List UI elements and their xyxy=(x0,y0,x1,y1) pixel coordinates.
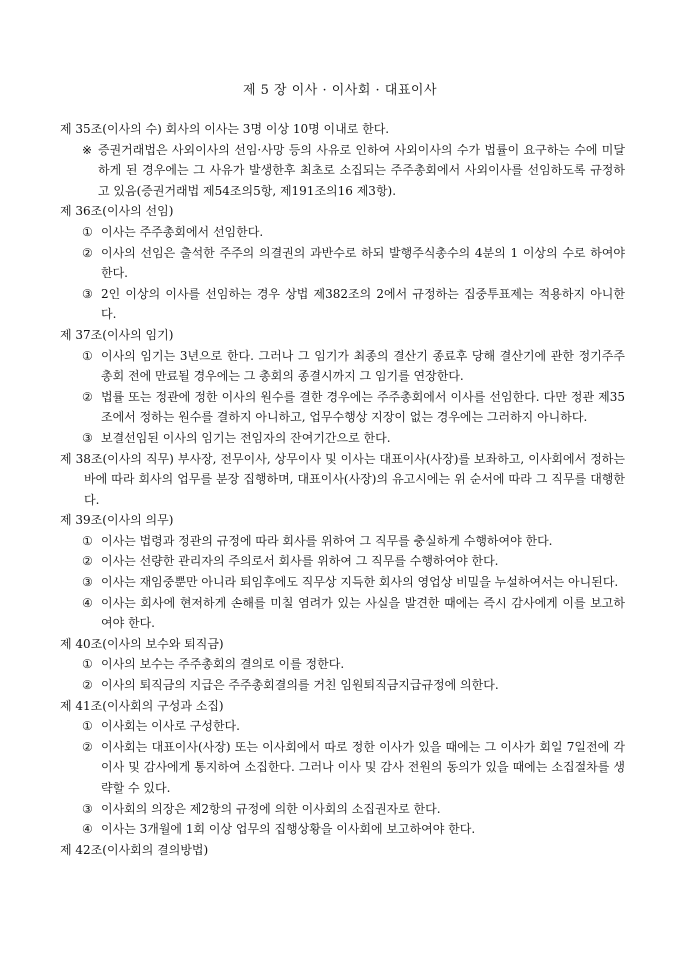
clause-item xyxy=(60,675,625,696)
clause-item xyxy=(60,551,625,572)
article-paragraph: 제 38조(이사의 직무) 부사장, 전무이사, 상무이사 및 이사는 대표이사(사장)를 보좌하고, 이사회에서 정하는 바에 따라 회사의 업무를 분장 집행하며, 대표이사(사장)의 유고시에는 위 순서에 따라 그 직무를 대행한다. xyxy=(60,451,625,507)
article-paragraph: 제 40조(이사의 보수와 퇴직금) xyxy=(60,636,224,651)
article-paragraph: 제 39조(이사의 의무) xyxy=(60,513,174,528)
article-paragraph: 제 36조(이사의 선임) xyxy=(60,204,174,219)
clause-text: 이사회는 대표이사(사장) 또는 이사회에서 따로 정한 이사가 있을 때에는 그 이사가 회일 7일전에 각 이사 및 감사에게 통지하여 소집한다. 그러나 이사 및 감사 전원의 동의가 있을 때에는 소집절차를 생략할 수 있다. xyxy=(101,739,625,795)
clause-number: ② xyxy=(82,389,93,404)
clause-item xyxy=(60,531,625,552)
clause-number: ④ xyxy=(82,822,93,837)
clause-number: ① xyxy=(82,533,93,548)
clause-item xyxy=(60,243,625,284)
clause-item xyxy=(60,716,625,737)
clause-text: 이사의 보수는 주주총회의 결의로 이를 정한다. xyxy=(101,657,345,672)
note-paragraph xyxy=(60,140,625,202)
article-paragraph: 제 41조(이사회의 구성과 소집) xyxy=(60,698,224,713)
clause-text: 이사의 선임은 출석한 주주의 의결권의 과반수로 하되 발행주식총수의 4분의 1 이상의 수로 하여야 한다. xyxy=(101,245,625,281)
clause-number: ① xyxy=(82,657,93,672)
document-body xyxy=(60,119,625,860)
clause-number: ② xyxy=(82,678,93,693)
clause-text: 이사의 임기는 3년으로 한다. 그러나 그 임기가 최종의 결산기 종료후 당해 결산기에 관한 정기주주총회 전에 만료될 경우에는 그 총회의 종결시까지 그 임기를 연장한다. xyxy=(101,348,625,384)
clause-number: ③ xyxy=(82,430,93,445)
article-paragraph: 제 42조(이사회의 결의방법) xyxy=(60,842,209,857)
clause-text: 이사는 주주총회에서 선임한다. xyxy=(101,224,264,239)
clause-number: ① xyxy=(82,348,93,363)
clause-item xyxy=(60,387,625,428)
clause-number: ③ xyxy=(82,575,93,590)
clause-text: 이사회는 이사로 구성한다. xyxy=(101,719,240,734)
clause-item xyxy=(60,819,625,840)
clause-number: ② xyxy=(82,554,93,569)
clause-number: ① xyxy=(82,224,93,239)
article-paragraph: 제 37조(이사의 임기) xyxy=(60,327,174,342)
clause-text: 이사는 회사에 현저하게 손해를 미칠 염려가 있는 사실을 발견한 때에는 즉시 감사에게 이를 보고하여야 한다. xyxy=(101,595,625,631)
clause-text: 보결선임된 이사의 임기는 전임자의 잔여기간으로 한다. xyxy=(101,430,391,445)
clause-item xyxy=(60,654,625,675)
clause-item xyxy=(60,222,625,243)
clause-item xyxy=(60,799,625,820)
clause-text: 이사의 퇴직금의 지급은 주주총회결의를 거친 임원퇴직금지급규정에 의한다. xyxy=(101,678,499,693)
clause-text: 이사는 법령과 정관의 규정에 따라 회사를 위하여 그 직무를 충실하게 수행하여야 한다. xyxy=(101,533,553,548)
clause-item xyxy=(60,593,625,634)
clause-number: ④ xyxy=(82,595,93,610)
clause-text: 이사는 재임중뿐만 아니라 퇴임후에도 직무상 지득한 회사의 영업상 비밀을 누설하여서는 아니된다. xyxy=(101,575,619,590)
clause-item xyxy=(60,428,625,449)
clause-text: 법률 또는 정관에 정한 이사의 원수를 결한 경우에는 주주총회에서 이사를 선임한다. 다만 정관 제35조에서 정하는 원수를 결하지 아니하고, 업무수행상 지장이 없는 경우에는 그러하지 아니하다. xyxy=(101,389,625,425)
clause-text: 이사는 선량한 관리자의 주의로서 회사를 위하여 그 직무를 수행하여야 한다. xyxy=(101,554,499,569)
clause-item xyxy=(60,572,625,593)
note-text: 증권거래법은 사외이사의 선임·사망 등의 사유로 인하여 사외이사의 수가 법률이 요구하는 수에 미달하게 된 경우에는 그 사유가 발생한후 최초로 소집되는 주주총회에서 사외이사를 선임하도록 규정하고 있음(증권거래법 제54조의5항, 제191조의16 제3항). xyxy=(98,142,625,198)
clause-item xyxy=(60,346,625,387)
clause-number: ② xyxy=(82,245,93,260)
clause-text: 이사회의 의장은 제2항의 규정에 의한 이사회의 소집권자로 한다. xyxy=(101,801,441,816)
clause-number: ① xyxy=(82,719,93,734)
note-mark: ※ xyxy=(82,142,93,157)
article-paragraph: 제 35조(이사의 수) 회사의 이사는 3명 이상 10명 이내로 한다. xyxy=(60,122,390,136)
clause-text: 2인 이상의 이사를 선임하는 경우 상법 제382조의 2에서 규정하는 집중투표제는 적용하지 아니한다. xyxy=(101,286,625,322)
clause-number: ③ xyxy=(82,801,93,816)
clause-item xyxy=(60,284,625,325)
clause-number: ③ xyxy=(82,286,93,301)
clause-item xyxy=(60,737,625,799)
clause-text: 이사는 3개월에 1회 이상 업무의 집행상황을 이사회에 보고하여야 한다. xyxy=(101,822,476,837)
clause-number: ② xyxy=(82,739,93,754)
chapter-title: 제 5 장 이사 · 이사회 · 대표이사 xyxy=(242,83,438,98)
